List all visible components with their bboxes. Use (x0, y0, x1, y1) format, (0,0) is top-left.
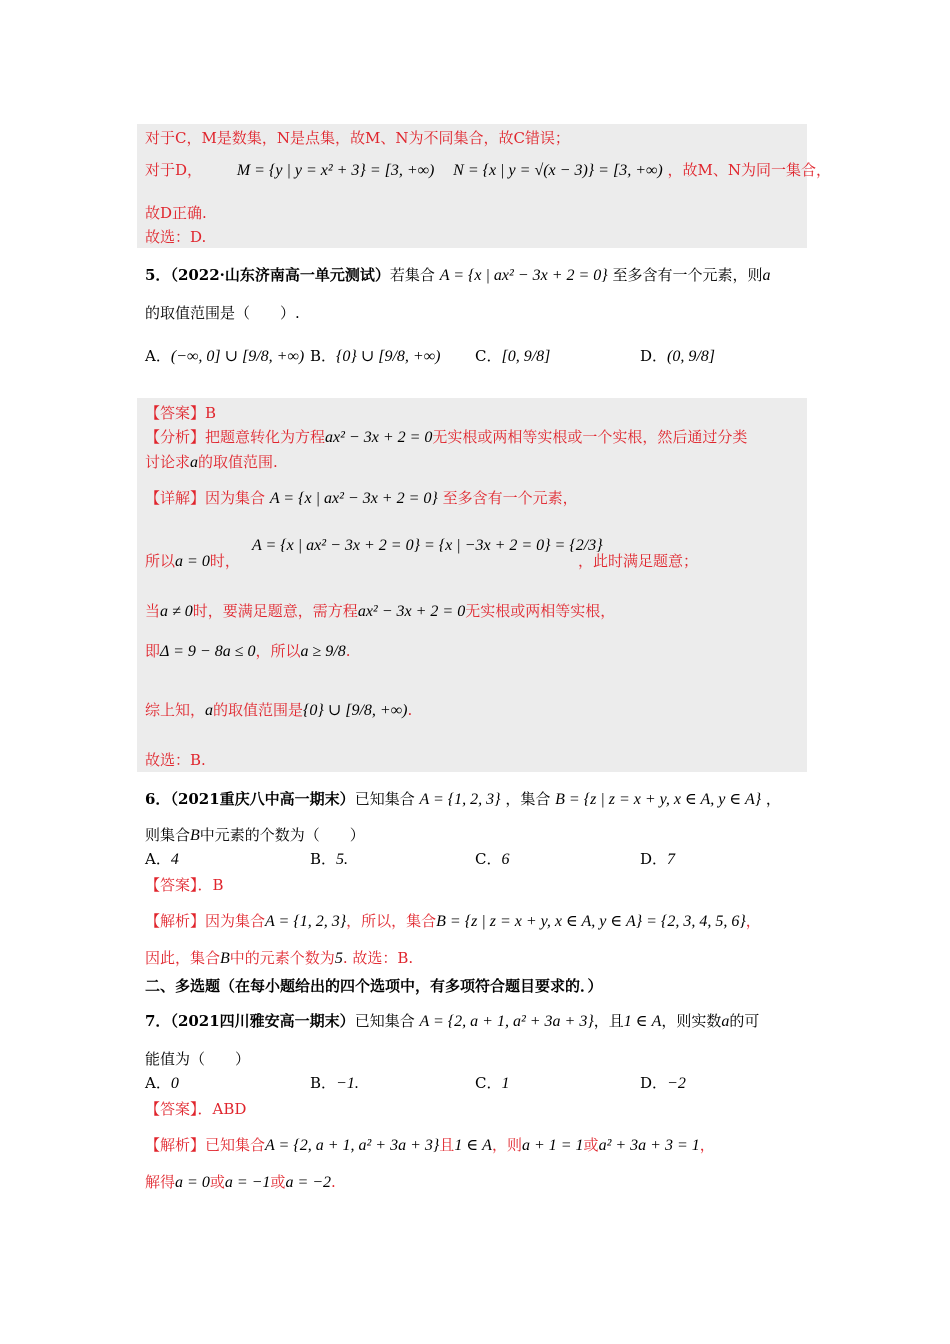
q7-number: 7． (145, 1012, 171, 1030)
q5-delta: 即Δ = 9 − 8a ≤ 0，所以a ≥ 9/8. (145, 642, 351, 660)
q6-option-b: B．5. (310, 850, 349, 868)
q5-case-zero: 所以a = 0时， (145, 552, 240, 570)
q5-set-a: A = {x | ax² − 3x + 2 = 0} (439, 267, 608, 284)
q6-source: （2021重庆八中高一期末） (170, 790, 355, 808)
q5-option-b: B．{0} ∪ [9/8, +∞) (310, 347, 441, 365)
q5-source: （2022·山东济南高一单元测试） (170, 266, 390, 284)
q5-analysis: 【分析】把题意转化为方程ax² − 3x + 2 = 0无实根或两相等实根或一个实根，然后通过分类 (145, 428, 748, 446)
q5-analysis-2: 讨论求a的取值范围. (145, 453, 278, 471)
q7-solution: 解得a = 0或a = −1或a = −2. (145, 1173, 336, 1191)
q5-summary: 综上知，a的取值范围是{0} ∪ [9/8, +∞). (145, 701, 413, 719)
q6-answer: 【答案】．B (145, 876, 224, 894)
section-2-title: 二、多选题（在每小题给出的四个选项中，有多项符合题目要求的．） (145, 977, 603, 995)
q5-stem: 5．（2022·山东济南高一单元测试）若集合 A = {x | ax² − 3x + 2 = 0} 至多含有一个元素，则a (145, 266, 771, 284)
q5-stem-2: 的取值范围是（ ）. (145, 304, 300, 322)
q6-stem-2: 则集合B中元素的个数为（ ） (145, 826, 365, 844)
q6-conclusion: 因此，集合B中的元素个数为5. 故选：B. (145, 949, 414, 967)
q7-option-d: D．−2 (640, 1074, 686, 1092)
q5-option-a: A．(−∞, 0] ∪ [9/8, +∞) (145, 347, 305, 365)
q4-c-line: 对于C，M是数集，N是点集，故M、N为不同集合，故C错误； (145, 129, 570, 147)
set-n-equation: N = {x | y = √(x − 3)} = [3, +∞) (453, 162, 663, 179)
q5-option-c: C．[0, 9/8] (475, 347, 551, 365)
q5-number: 5． (145, 266, 171, 284)
q7-stem-2: 能值为（ ） (145, 1050, 251, 1068)
q6-number: 6． (145, 790, 171, 808)
q7-option-b: B．−1. (310, 1074, 359, 1092)
q6-option-c: C．6 (475, 850, 510, 868)
q5-option-d: D．(0, 9/8] (640, 347, 716, 365)
q5-choose: 故选：B. (145, 751, 206, 769)
q4-d-line: 对于D， M = {y | y = x² + 3} = [3, +∞) N = {x | y = √(x − 3)} = [3, +∞) ，故M、N为同一集合， (145, 161, 832, 179)
q5-case-zero-suffix: ，此时满足题意； (578, 552, 699, 570)
q6-jiexi: 【解析】因为集合A = {1, 2, 3}，所以，集合B = {z | z = x + y, x ∈ A, y ∈ A} = {2, 3, 4, 5, 6}， (145, 912, 761, 930)
q7-jiexi: 【解析】已知集合A = {2, a + 1, a² + 3a + 3}且1 ∈ A，则a + 1 = 1或a² + 3a + 3 = 1， (145, 1136, 715, 1154)
q7-stem: 7．（2021四川雅安高一期末）已知集合 A = {2, a + 1, a² + 3a + 3}，且1 ∈ A，则实数a的可 (145, 1012, 760, 1030)
q5-answer: 【答案】B (145, 404, 217, 422)
q6-option-d: D．7 (640, 850, 676, 868)
q5-case-zero-equation: A = {x | ax² − 3x + 2 = 0} = {x | −3x + 2 = 0} = {2/3} (252, 537, 603, 554)
q6-option-a: A．4 (145, 850, 179, 868)
q7-source: （2021四川雅安高一期末） (170, 1012, 355, 1030)
set-m-equation: M = {y | y = x² + 3} = [3, +∞) (236, 162, 435, 179)
q7-option-c: C．1 (475, 1074, 510, 1092)
q6-stem: 6．（2021重庆八中高一期末）已知集合 A = {1, 2, 3} ，集合 B = {z | z = x + y, x ∈ A, y ∈ A} ， (145, 790, 781, 808)
q7-option-a: A．0 (145, 1074, 179, 1092)
q7-answer: 【答案】．ABD (145, 1100, 247, 1118)
q4-d-conclusion: 故D正确. (145, 204, 207, 222)
q5-detail: 【详解】因为集合 A = {x | ax² − 3x + 2 = 0} 至多含有一个元素， (145, 489, 578, 507)
q5-case-nonzero: 当a ≠ 0时，要满足题意，需方程ax² − 3x + 2 = 0无实根或两相等实根， (145, 602, 616, 620)
q4-choose: 故选：D. (145, 228, 207, 246)
